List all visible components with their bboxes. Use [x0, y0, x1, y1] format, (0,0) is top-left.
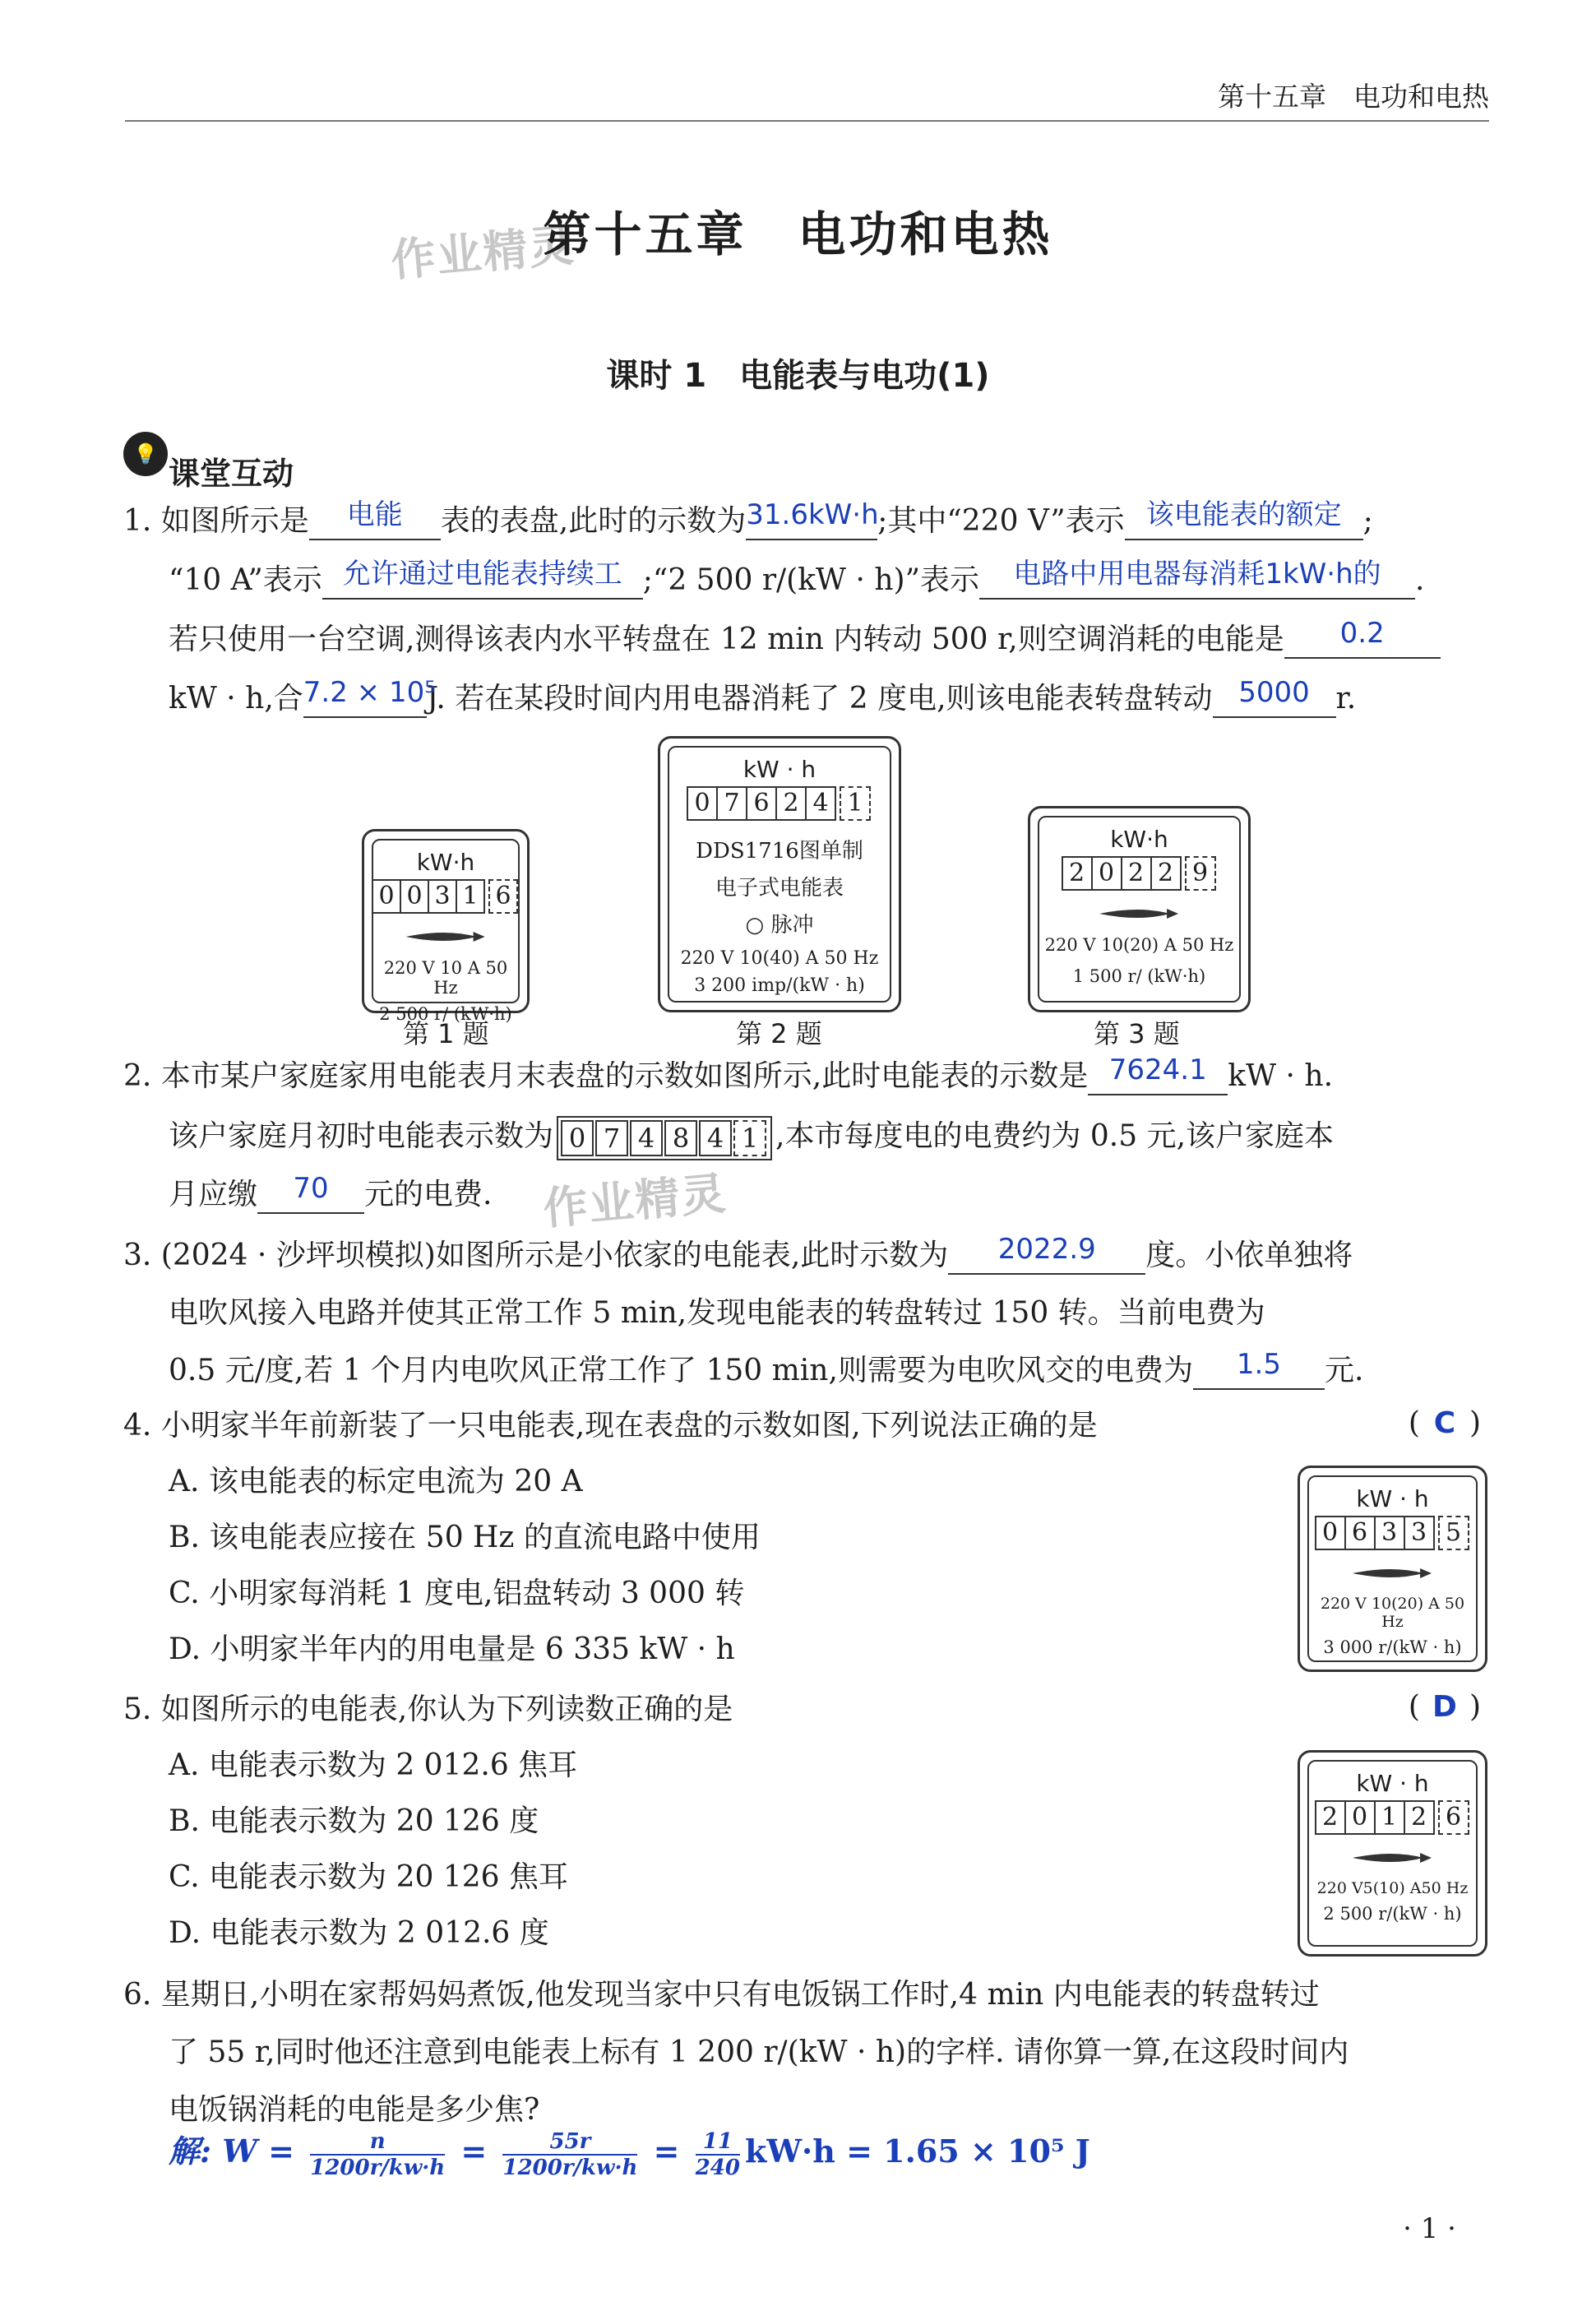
digit: 0: [372, 879, 401, 914]
meter-figure-5: [1298, 1750, 1487, 1957]
q5-option-a: A. 电能表示数为 2 012.6 焦耳: [169, 1748, 578, 1782]
q4-option-c: C. 小明家每消耗 1 度电,铝盘转动 3 000 转: [169, 1577, 745, 1610]
digit: 3: [428, 879, 457, 914]
meter-digits: [1309, 1800, 1476, 1835]
meter-unit: kW·h: [1110, 826, 1168, 853]
digit-decimal: 1: [840, 786, 871, 821]
digit: 0: [1091, 856, 1122, 891]
digit: 1: [1374, 1800, 1405, 1835]
digit: 0: [400, 879, 429, 914]
q4-answer: C: [1433, 1406, 1456, 1440]
q5-option-b: B. 电能表示数为 20 126 度: [169, 1804, 539, 1838]
meter-spec: 220 V 10(20) A 50 Hz: [1320, 1595, 1465, 1631]
digit: 6: [1344, 1516, 1376, 1550]
meter-spec: 3 200 imp/(kW · h): [694, 975, 865, 996]
meter-unit: kW · h: [1356, 1770, 1429, 1797]
digit: 0: [1344, 1800, 1376, 1835]
page-number: · 1 ·: [1403, 2212, 1456, 2245]
q4-option-a: A. 该电能表的标定电流为 20 A: [169, 1465, 583, 1498]
meter-spec: 1 500 r/ (kW·h): [1072, 966, 1206, 986]
q3-line1: 3. (2024 · 沙坪坝模拟)如图所示是小依家的电能表,此时示数为 2022.9 度。小依单独将: [123, 1236, 1353, 1276]
figure-caption-1: 第 1 题: [403, 1018, 489, 1049]
meter-spec: 220 V 10(40) A 50 Hz: [680, 948, 879, 969]
inline-meter-digits: 0 7 4 8 4 1: [557, 1116, 772, 1160]
digit: 2: [1315, 1800, 1346, 1835]
meter-unit: kW · h: [1356, 1485, 1429, 1512]
q4-option-b: B. 该电能表应接在 50 Hz 的直流电路中使用: [169, 1521, 761, 1554]
q4-answer-paren: ( C ): [1408, 1406, 1481, 1440]
meter-unit: kW · h: [742, 756, 817, 783]
q1-answer-6: 0.2: [1339, 617, 1385, 650]
arrow-icon: [395, 929, 496, 945]
q2-answer-2: 70: [293, 1172, 329, 1205]
bulb-icon: 💡: [123, 432, 168, 476]
watermark: 作业精灵: [541, 1167, 729, 1235]
digit-decimal: 6: [488, 879, 518, 914]
q5-answer: D: [1432, 1690, 1457, 1724]
digit-decimal: 9: [1185, 856, 1216, 891]
arrow-icon: [1334, 1565, 1450, 1582]
q4-stem: 4. 小明家半年前新装了一只电能表,现在表盘的示数如图,下列说法正确的是: [123, 1409, 1098, 1443]
watermark: 作业精灵: [389, 219, 577, 287]
arrow-icon: [1069, 905, 1209, 922]
q5-option-c: C. 电能表示数为 20 126 焦耳: [169, 1860, 569, 1894]
digit: 3: [1404, 1516, 1435, 1550]
q1-answer-5: 电路中用电器每消耗1kW·h的: [1013, 558, 1381, 590]
q1-answer-1: 电能: [346, 498, 403, 531]
digit-decimal: 6: [1438, 1800, 1469, 1835]
q2-line1: 2. 本市某户家庭家用电能表月末表盘的示数如图所示,此时电能表的示数是 7624.1 kW · h.: [123, 1057, 1333, 1096]
digit: 0: [687, 786, 718, 821]
digit: 1: [456, 879, 485, 914]
meter-figure-4: [1298, 1466, 1487, 1672]
q6-line3: 电饭锅消耗的电能是多少焦?: [169, 2093, 540, 2127]
pulse-indicator: ○ 脉冲: [745, 913, 814, 938]
q1-answer-7: 7.2 × 10⁵: [303, 676, 436, 709]
meter-spec: 220 V 10 A 50 Hz: [383, 958, 508, 998]
q6-line1: 6. 星期日,小明在家帮妈妈煮饭,他发现当家中只有电饭锅工作时,4 min 内电能表的转盘转过: [123, 1978, 1320, 2012]
meter-digits: [669, 786, 890, 821]
fraction: $\frac{n}{1200r/kw\cdot h}$: [310, 2128, 446, 2180]
meter-spec: 220 V 10(20) A 50 Hz: [1044, 935, 1234, 955]
meter-spec: 220 V5(10) A50 Hz: [1316, 1879, 1469, 1897]
digit: 0: [1315, 1516, 1346, 1550]
meter-spec: 3 000 r/(kW · h): [1323, 1637, 1462, 1657]
digit: 3: [1374, 1516, 1405, 1550]
q1-answer-4: 允许通过电能表持续工: [342, 558, 622, 590]
q2-answer-1: 7624.1: [1108, 1054, 1207, 1086]
q5-answer-paren: ( D ): [1408, 1690, 1481, 1724]
meter-model: DDS1716图单制: [696, 839, 863, 864]
q5-stem: 5. 如图所示的电能表,你认为下列读数正确的是: [123, 1693, 733, 1726]
running-header: 第十五章 电功和电热: [1218, 81, 1489, 113]
q6-solution: 解: W = $\frac{n}{1200r/kw\cdot h}$ = $\frac{55r}{1200r/kw\cdot h}$ = $\frac{11}{240}$ kW·h = 1.65 × 10⁵ J: [169, 2128, 1090, 2180]
meter-spec: 2 500 r/ (kW·h): [379, 1004, 512, 1024]
q1-line3: 若只使用一台空调,测得该表内水平转盘在 12 min 内转动 500 r,则空调消耗的电能是 0.2: [169, 620, 1441, 660]
q1-line2: “10 A”表示 允许通过电能表持续工 ;“2 500 r/(kW · h)”表示 电路中用电器每消耗1kW·h的 .: [169, 561, 1424, 600]
q3-line2: 电吹风接入电路并使其正常工作 5 min,发现电能表的转盘转过 150 转。当前电费为: [169, 1296, 1265, 1330]
digit: 2: [1150, 856, 1182, 891]
meter-spec: 2 500 r/(kW · h): [1323, 1904, 1462, 1924]
meter-figure-1: [362, 829, 530, 1024]
header-rule: [125, 120, 1489, 122]
digit: 6: [746, 786, 777, 821]
digit: 2: [1062, 856, 1093, 891]
chapter-title: 第十五章 电功和电热: [543, 206, 1053, 262]
digit: 2: [775, 786, 807, 821]
meter-type: 电子式电能表: [715, 876, 844, 901]
lesson-title: 课时 1 电能表与电功(1): [606, 357, 990, 395]
q1-line4: kW · h,合7.2 × 10⁵J. 若在某段时间内用电器消耗了 2 度电,则该电能表转盘转动 5000 r.: [169, 679, 1356, 719]
meter-figure-3: [1028, 806, 1251, 1012]
digit: 2: [1121, 856, 1152, 891]
q1-answer-8: 5000: [1238, 676, 1310, 709]
q4-option-d: D. 小明家半年内的用电量是 6 335 kW · h: [169, 1632, 735, 1666]
digit: 2: [1404, 1800, 1435, 1835]
digit-decimal: 5: [1438, 1516, 1469, 1550]
q3-answer-1: 2022.9: [997, 1233, 1096, 1266]
meter-figure-2: [658, 736, 901, 1012]
digit: 7: [716, 786, 747, 821]
fraction: $\frac{55r}{1200r/kw\cdot h}$: [502, 2128, 638, 2180]
arrow-icon: [1334, 1850, 1450, 1866]
q2-line2: 该户家庭月初时电能表示数为 0 7 4 8 4 1 ,本市每度电的电费约为 0.5 元,该户家庭本: [169, 1116, 1334, 1160]
fraction: $\frac{11}{240}$: [695, 2128, 740, 2180]
figure-caption-2: 第 2 题: [736, 1018, 822, 1049]
figure-caption-3: 第 3 题: [1094, 1018, 1180, 1049]
meter-digits: [1309, 1516, 1476, 1550]
digit: 4: [805, 786, 836, 821]
q1-line1: 1. 如图所示是 电能 表的表盘,此时的示数为31.6kW·h;其中“220 V”表示 该电能表的额定 ;: [123, 502, 1373, 541]
meter-digits: [1039, 856, 1239, 891]
q3-answer-2: 1.5: [1236, 1348, 1281, 1381]
q2-line3: 月应缴 70 元的电费.: [169, 1175, 492, 1215]
meter-unit: kW·h: [416, 849, 475, 876]
q5-option-d: D. 电能表示数为 2 012.6 度: [169, 1916, 549, 1950]
q1-answer-3: 该电能表的额定: [1145, 498, 1342, 531]
q1-answer-2: 31.6kW·h: [746, 498, 879, 531]
q3-line3: 0.5 元/度,若 1 个月内电吹风正常工作了 150 min,则需要为电吹风交的电费为 1.5 元.: [169, 1351, 1363, 1391]
section-title: 课堂互动: [169, 456, 294, 492]
meter-digits: [373, 879, 518, 914]
q6-line2: 了 55 r,同时他还注意到电能表上标有 1 200 r/(kW · h)的字样. 请你算一算,在这段时间内: [169, 2035, 1349, 2069]
